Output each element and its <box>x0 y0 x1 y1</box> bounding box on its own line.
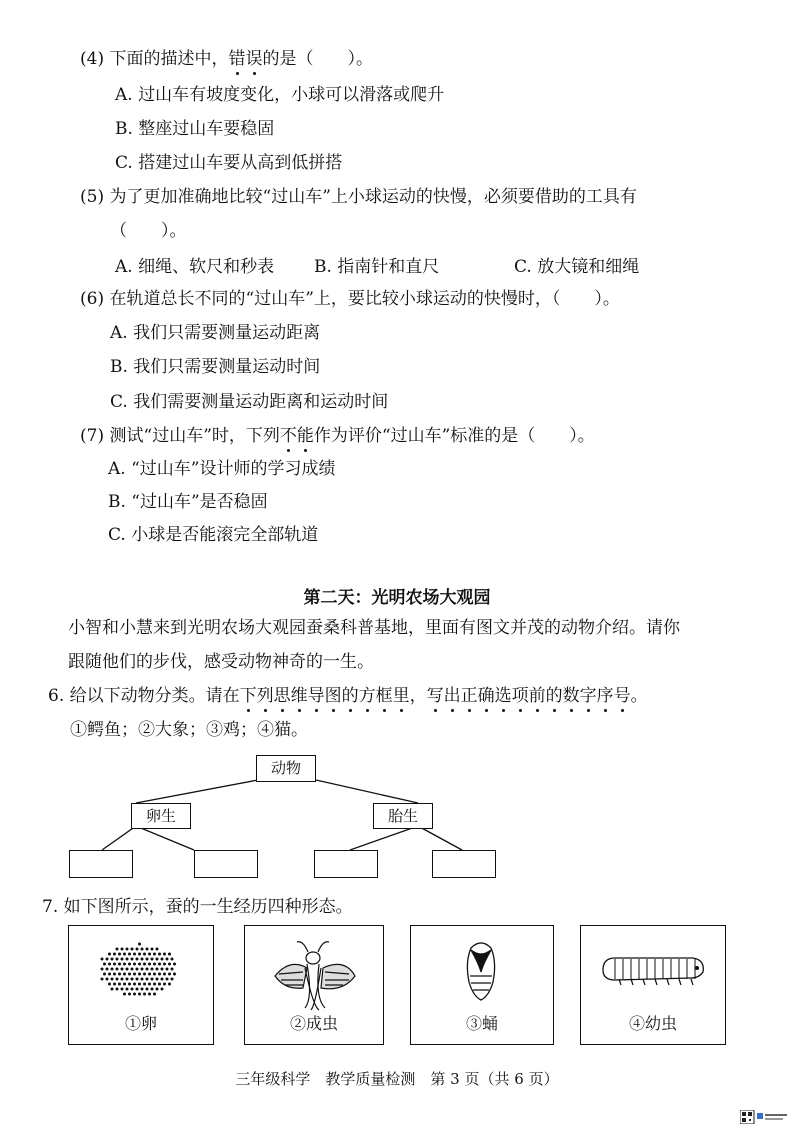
Q6-stem-end: 。 <box>630 686 648 706</box>
q5-option-a[interactable]: A. 细绳、软尺和秒表 <box>115 257 275 277</box>
Q6-emph-char: 下 <box>239 686 257 706</box>
pupa-icon <box>411 928 551 1013</box>
Q6-number: 6. <box>48 686 65 706</box>
qr-code-icon <box>740 1110 788 1124</box>
silkworm-pupa-card <box>410 925 554 1045</box>
silkworm-egg-card <box>68 925 214 1045</box>
connector-line <box>418 826 462 850</box>
Q7-stem <box>42 896 353 918</box>
q5-number: (5) <box>80 187 105 207</box>
Q6-emph-char: 号 <box>613 686 631 706</box>
Q6-emph-char: 图 <box>324 686 342 706</box>
Q6-stem-before: 给以下动物分类。请在 <box>69 686 240 706</box>
Q6-emph-char: 思 <box>273 686 291 706</box>
Q6-emph-char: 写 <box>426 686 444 706</box>
q4-option-a[interactable]: A. 过山车有坡度变化，小球可以滑落或爬升 <box>115 85 445 105</box>
larva-icon <box>581 928 723 1013</box>
q6-option-c[interactable]: C. 我们需要测量运动距离和运动时间 <box>110 392 389 412</box>
connector-line <box>136 780 258 803</box>
q5-option-b[interactable]: B. 指南针和直尺 <box>314 257 440 277</box>
Q6-emph-char: 字 <box>579 686 597 706</box>
Q7-stem-text: 如下图所示，蚕的一生经历四种形态。 <box>63 897 353 917</box>
Q6-emph-char: 框 <box>375 686 393 706</box>
Q6-animal-list: ①鳄鱼；②大象；③鸡；④猫。 <box>70 720 308 740</box>
Q6-emph-char: 前 <box>528 686 546 706</box>
answer-box-oviparous-2[interactable] <box>194 850 258 878</box>
egg-caption: ①卵 <box>124 1014 157 1033</box>
Q6-emph-char: 序 <box>596 686 614 706</box>
Q6-emph-char: 出 <box>443 686 461 706</box>
section-intro-line2: 跟随他们的步伐，感受动物神奇的一生。 <box>68 652 374 672</box>
Q6-emph-char: 列 <box>256 686 274 706</box>
q4-option-b[interactable]: B. 整座过山车要稳固 <box>115 119 275 139</box>
q4-stem-before: 下面的描述中， <box>109 49 229 69</box>
pupa-caption: ③蛹 <box>465 1014 498 1033</box>
Q6-emph-char: 的 <box>341 686 359 706</box>
tree-root-box: 动物 <box>256 755 316 782</box>
q7-emph-char: 能 <box>296 426 314 446</box>
q7-stem-before: 测试“过山车”时，下列 <box>109 426 280 446</box>
q6-stem-text: 在轨道总长不同的“过山车”上，要比较小球运动的快慢时，（ ）。 <box>109 289 620 309</box>
tree-oviparous-box: 卵生 <box>131 803 191 829</box>
q4-emph-char: 错 <box>228 49 246 69</box>
q4-number: (4) <box>80 49 105 69</box>
q7-option-c[interactable]: C. 小球是否能滚完全部轨道 <box>108 525 319 545</box>
tree-viviparous-box: 胎生 <box>373 803 433 829</box>
Q6-stem-mid: ， <box>409 686 427 706</box>
connector-line <box>102 826 136 850</box>
larva-caption: ④幼虫 <box>628 1014 677 1033</box>
answer-box-oviparous-1[interactable] <box>69 850 133 878</box>
answer-box-viviparous-1[interactable] <box>314 850 378 878</box>
Q6-emph-char: 选 <box>494 686 512 706</box>
Q6-emph-char: 确 <box>477 686 495 706</box>
silkworm-larva-card <box>580 925 726 1045</box>
section-intro-line1: 小智和小慧来到光明农场大观园蚕桑科普基地，里面有图文并茂的动物介绍。请你 <box>68 618 680 638</box>
q7-emph-char: 不 <box>279 426 297 446</box>
section-title: 第二天：光明农场大观园 <box>303 588 491 608</box>
q7-stem-after: 作为评价“过山车”标准的是（ ）。 <box>313 426 595 446</box>
Q7-number: 7. <box>42 897 59 917</box>
Q6-emph-char: 方 <box>358 686 376 706</box>
q4-option-c[interactable]: C. 搭建过山车要从高到低拼搭 <box>115 153 343 173</box>
q6-option-b[interactable]: B. 我们只需要测量运动时间 <box>110 357 321 377</box>
answer-box-viviparous-2[interactable] <box>432 850 496 878</box>
connector-line <box>136 826 194 850</box>
Q6-emph-char: 正 <box>460 686 478 706</box>
Q6-emph-char: 里 <box>392 686 410 706</box>
q6-number: (6) <box>80 289 105 309</box>
q5-stem-text: 为了更加准确地比较“过山车”上小球运动的快慢，必须要借助的工具有 <box>109 187 637 207</box>
Q6-emph-char: 数 <box>562 686 580 706</box>
q4-emph-char: 误 <box>245 49 263 69</box>
q5-option-c[interactable]: C. 放大镜和细绳 <box>514 257 640 277</box>
q7-option-b[interactable]: B. “过山车”是否稳固 <box>108 492 268 512</box>
connector-line <box>350 826 418 850</box>
q6-option-a[interactable]: A. 我们只需要测量运动距离 <box>110 323 321 343</box>
Q6-emph-char: 导 <box>307 686 325 706</box>
page-footer: 三年级科学 教学质量检测 第 3 页（共 6 页） <box>235 1070 559 1088</box>
connector-line <box>316 780 418 803</box>
moth-caption: ②成虫 <box>289 1014 338 1033</box>
silkworm-moth-card <box>244 925 384 1045</box>
q5-answer-blank[interactable]: （ ）。 <box>110 221 187 241</box>
Q6-emph-char: 项 <box>511 686 529 706</box>
Q6-emph-char: 的 <box>545 686 563 706</box>
q7-option-a[interactable]: A. “过山车”设计师的学习成绩 <box>108 459 336 479</box>
q7-number: (7) <box>80 426 105 446</box>
eggs-icon <box>69 928 211 1013</box>
moth-icon <box>245 928 381 1013</box>
Q6-emph-char: 维 <box>290 686 308 706</box>
q4-stem-after: 的是（ ）。 <box>262 49 373 69</box>
